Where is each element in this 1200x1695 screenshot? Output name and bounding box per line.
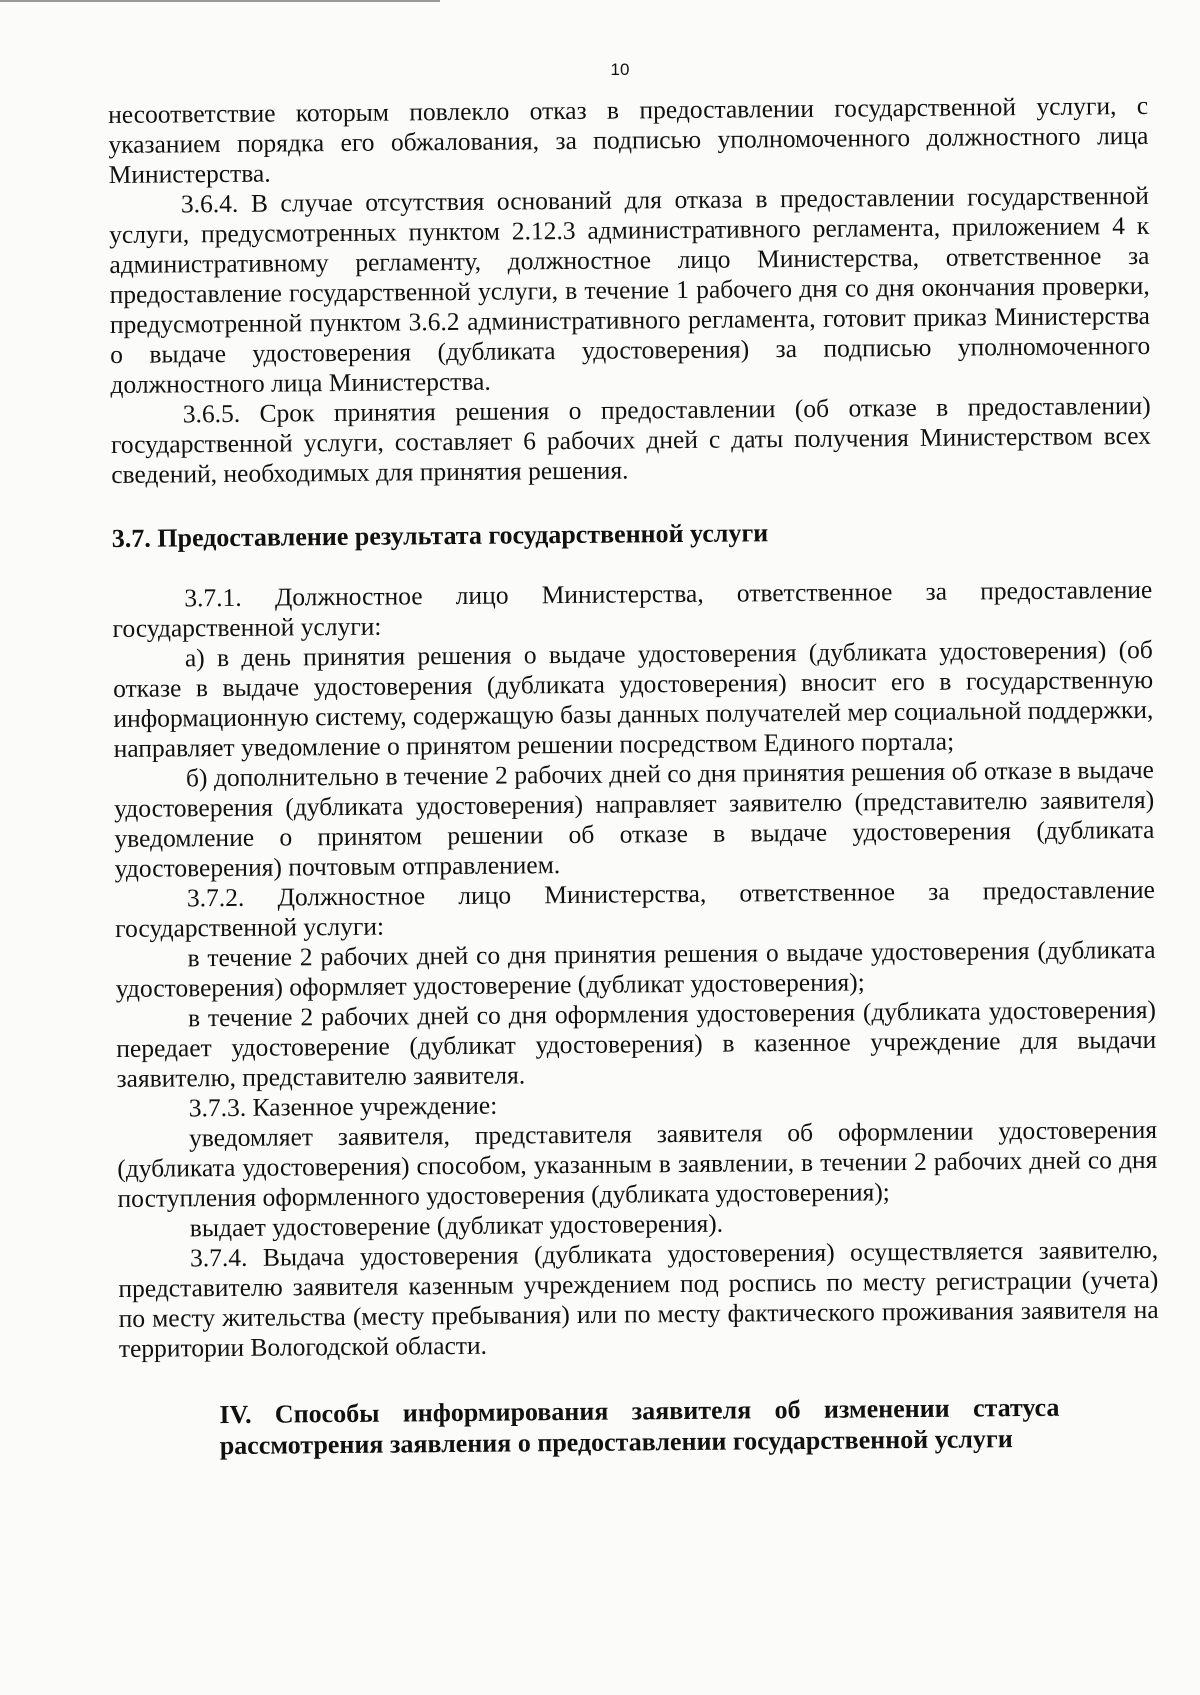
paragraph-3-7-2-item-2: в течение 2 рабочих дней со дня оформления удостоверения (дубликата удостоверения) передает удостоверение (дубликат удостоверения) в казенное учреждение для выдачи заявителю, представителю заявителя. bbox=[116, 994, 1157, 1093]
paragraph-3-7-1-b: б) дополнительно в течение 2 рабочих дней со дня принятия решения об отказе в выдаче удостоверения (дубликата удостоверения) направляет заявителю (представителю заявителя) уведомление о принятом решении об отказе в выдаче удостоверения (дубликата удостоверения) почтовым отправлением. bbox=[114, 754, 1155, 883]
document-body bbox=[108, 91, 1160, 1462]
paragraph-3-7-3-item-2: выдает удостоверение (дубликат удостоверения). bbox=[189, 1208, 724, 1243]
paragraph-3-7-2: 3.7.2. Должностное лицо Министерства, ответственное за предоставление государственной услуги: bbox=[115, 874, 1156, 943]
section-3-7 bbox=[112, 575, 1159, 1364]
paragraph-3-6-4: 3.6.4. В случае отсутствия оснований для отказа в предоставлении государственной услуги, предусмотренных пунктом 2.12.3 административного регламента, приложением 4 к административному регламенту, должностное лицо Министерства, ответственное за предоставление государственной услуги, в течение 1 рабочего дня со дня окончания проверки, предусмотренной пунктом 3.6.2 административного регламента, готовит приказ Министерства о выдаче удостоверения (дубликата удостоверения) за подписью уполномоченного должностного лица Министерства. bbox=[109, 180, 1151, 399]
paragraph-3-7-3: 3.7.3. Казенное учреждение: bbox=[188, 1090, 498, 1123]
paragraph-continuation: несоответствие которым повлекло отказ в предоставлении государственной услуги, с указанием порядка его обжалования, за подписью уполномоченного должностного лица Министерства. bbox=[108, 90, 1149, 189]
paragraph-3-7-2-item-1: в течение 2 рабочих дней со дня принятия решения о выдаче удостоверения (дубликата удостоверения) оформляет удостоверение (дубликат удостоверения); bbox=[115, 934, 1156, 1003]
section-3-6-continuation bbox=[108, 91, 1151, 490]
page-number: 10 bbox=[610, 60, 630, 79]
paragraph-3-7-1: 3.7.1. Должностное лицо Министерства, ответственное за предоставление государственной услуги: bbox=[112, 574, 1153, 643]
paragraph-3-7-3-item-1: уведомляет заявителя, представителя заявителя об оформлении удостоверения (дубликата удостоверения) способом, указанным в заявлении, в течении 2 рабочих дней со дня поступления оформленного удостоверения (дубликата удостоверения); bbox=[117, 1114, 1158, 1213]
paragraph-3-7-1-a: а) в день принятия решения о выдаче удостоверения (дубликата удостоверения) (об отказе в выдаче удостоверения (дубликата удостоверения) вносит его в государственную информационную систему, содержащую базы данных получателей мер социальной поддержки, направляет уведомление о принятом решении посредством Единого портала; bbox=[113, 634, 1154, 763]
paragraph-3-7-4: 3.7.4. Выдача удостоверения (дубликата удостоверения) осуществляется заявителю, представителю заявителя казенным учреждением под роспись по месту регистрации (учета) по месту жительства (месту пребывания) или по месту фактического проживания заявителя на территории Вологодской области. bbox=[118, 1234, 1159, 1363]
scan-edge-line bbox=[0, 0, 440, 2]
paragraph-3-6-5: 3.6.5. Срок принятия решения о предоставлении (об отказе в предоставлении) государственной услуги, составляет 6 рабочих дней с даты получения Министерством всех сведений, необходимых для принятия решения. bbox=[110, 390, 1152, 489]
heading-section-3-7: 3.7. Предоставление результата государственной услуги bbox=[111, 518, 769, 553]
heading-section-iv: IV. Способы информирования заявителя об изменении статуса рассмотрения заявления о предоставлении государственной услуги bbox=[219, 1392, 1060, 1461]
